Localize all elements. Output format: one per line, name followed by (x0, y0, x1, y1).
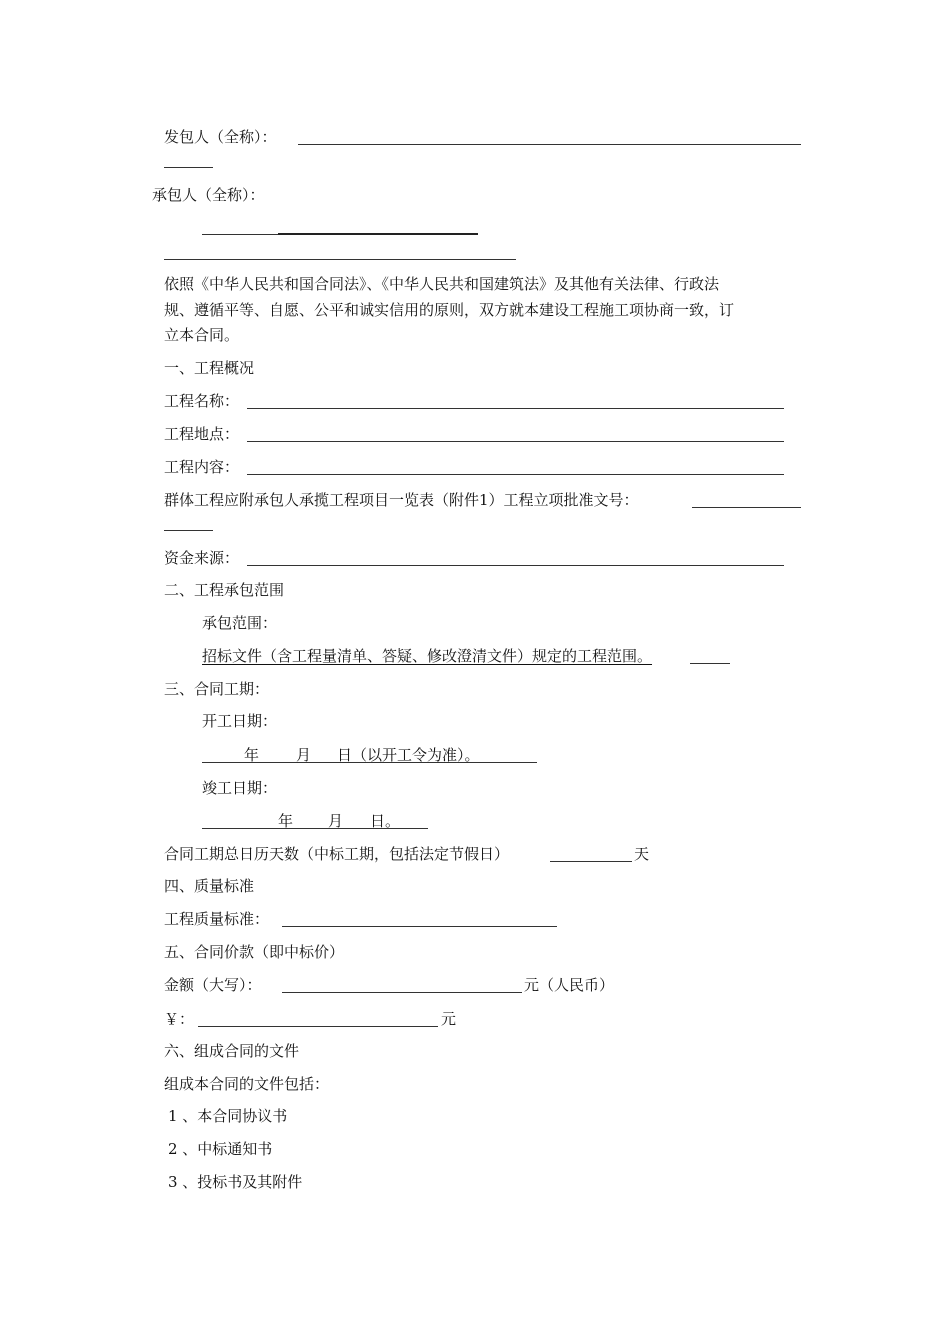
project-location-blank[interactable] (247, 441, 784, 442)
end-year-label: 年 (278, 812, 294, 830)
total-days-label: 合同工期总日历天数（中标工期，包括法定节假日） (164, 845, 510, 863)
documents-intro: 组成本合同的文件包括： (164, 1075, 330, 1093)
contractor-blank-line-c (164, 259, 516, 260)
scope-text: 招标文件（含工程量清单、答疑、修改澄清文件）规定的工程范围。 (202, 647, 653, 665)
end-date-label: 竣工日期： (202, 779, 278, 797)
document-item-3: 3 、投标书及其附件 (168, 1173, 303, 1191)
start-year-label: 年 (244, 746, 260, 764)
approval-number-blank-cont (164, 530, 213, 531)
employer-label: 发包人（全称）： (164, 128, 277, 146)
quality-standard-label: 工程质量标准： (164, 910, 270, 928)
project-location-label: 工程地点： (164, 425, 240, 443)
section-4-heading: 四、质量标准 (164, 877, 255, 895)
amount-words-unit: 元（人民币） (524, 976, 615, 994)
start-month-label: 月 (296, 746, 312, 764)
intro-line-2: 规、遵循平等、自愿、公平和诚实信用的原则，双方就本建设工程施工项协商一致，订 (164, 301, 735, 319)
section-6-heading: 六、组成合同的文件 (164, 1042, 300, 1060)
section-5-heading: 五、合同价款（即中标价） (164, 943, 345, 961)
section-3-heading: 三、合同工期： (164, 680, 270, 698)
scope-label: 承包范围： (202, 614, 278, 632)
project-content-blank[interactable] (247, 474, 784, 475)
quality-standard-blank[interactable] (282, 926, 557, 927)
amount-words-blank[interactable] (282, 992, 522, 993)
project-content-label: 工程内容： (164, 458, 240, 476)
funding-source-label: 资金来源： (164, 549, 240, 567)
document-item-1: 1 、本合同协议书 (168, 1107, 288, 1125)
amount-figures-blank[interactable] (198, 1026, 438, 1027)
total-days-blank[interactable] (550, 861, 632, 862)
intro-line-1: 依照《中华人民共和国合同法》、《中华人民共和国建筑法》及其他有关法律、行政法 (164, 275, 720, 293)
start-day-note: 日（以开工令为准）。 (337, 746, 480, 764)
document-item-2: 2 、中标通知书 (168, 1140, 273, 1158)
total-days-unit: 天 (634, 845, 650, 863)
group-project-label: 群体工程应附承包人承揽工程项目一览表（附件1）工程立项批准文号： (164, 491, 639, 509)
employer-blank-line[interactable] (298, 144, 801, 145)
amount-figures-label: ￥： (164, 1010, 195, 1028)
approval-number-blank[interactable] (692, 507, 801, 508)
contractor-blank-line-b[interactable] (278, 233, 478, 235)
contractor-label: 承包人（全称）： (152, 186, 265, 204)
amount-words-label: 金额（大写）： (164, 976, 262, 994)
end-day-label: 日。 (370, 812, 401, 830)
scope-trailing-line (690, 663, 730, 664)
project-name-label: 工程名称： (164, 392, 240, 410)
section-2-heading: 二、工程承包范围 (164, 581, 285, 599)
funding-source-blank[interactable] (247, 565, 784, 566)
end-month-label: 月 (328, 812, 344, 830)
amount-figures-unit: 元 (441, 1010, 457, 1028)
project-name-blank[interactable] (247, 408, 784, 409)
contractor-blank-line-a[interactable] (202, 234, 278, 235)
start-date-label: 开工日期： (202, 712, 278, 730)
employer-blank-line-cont (164, 167, 213, 168)
section-1-heading: 一、工程概况 (164, 359, 255, 377)
intro-line-3: 立本合同。 (164, 326, 240, 344)
